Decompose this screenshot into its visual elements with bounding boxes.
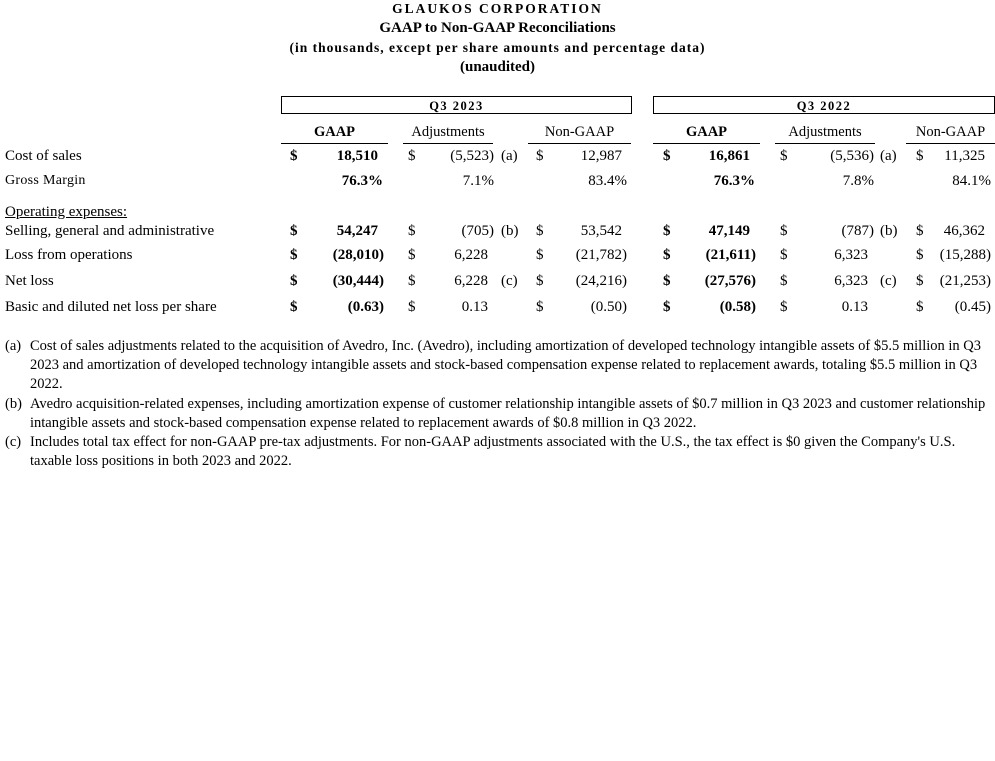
- currency-symbol: $: [290, 273, 298, 289]
- currency-symbol: $: [663, 223, 671, 239]
- currency-symbol: $: [290, 299, 298, 315]
- currency-symbol: $: [536, 247, 544, 263]
- period-q3-2023: Q3 2023: [281, 96, 632, 114]
- cell-adj-2023: 6,228: [454, 247, 488, 263]
- currency-symbol: $: [780, 223, 788, 239]
- cell-gaap-2023: (28,010): [332, 247, 384, 263]
- currency-symbol: $: [536, 273, 544, 289]
- cell-gaap-2023: 76.3%: [341, 173, 383, 189]
- currency-symbol: $: [663, 148, 671, 164]
- row-label-loss-from-operations: Loss from operations: [5, 247, 133, 263]
- currency-symbol: $: [916, 273, 924, 289]
- currency-symbol: $: [536, 223, 544, 239]
- col-nongaap-2023: Non-GAAP: [528, 124, 631, 144]
- cell-adj-2023: 0.13: [461, 299, 488, 315]
- currency-symbol: $: [780, 299, 788, 315]
- currency-symbol: $: [408, 273, 416, 289]
- cell-nongaap-2023: (0.50): [590, 299, 627, 315]
- currency-symbol: $: [408, 223, 416, 239]
- footnote-ref: (a): [501, 148, 518, 164]
- currency-symbol: $: [663, 299, 671, 315]
- col-gaap-2023: GAAP: [281, 124, 388, 144]
- cell-adj-2022: 6,323: [834, 273, 868, 289]
- row-label-gross-margin: Gross Margin: [5, 173, 86, 188]
- cell-nongaap-2023: 12,987: [580, 148, 622, 164]
- report-subtitle: (in thousands, except per share amounts and percentage data): [289, 40, 706, 55]
- currency-symbol: $: [290, 247, 298, 263]
- currency-symbol: $: [663, 247, 671, 263]
- cell-nongaap-2022: 11,325: [944, 148, 985, 164]
- cell-nongaap-2022: (0.45): [954, 299, 991, 315]
- cell-nongaap-2023: (21,782): [575, 247, 627, 263]
- report-title: GAAP to Non-GAAP Reconciliations: [379, 20, 616, 36]
- cell-gaap-2023: 18,510: [336, 148, 378, 164]
- cell-nongaap-2022: (15,288): [939, 247, 991, 263]
- cell-adj-2023: 7.1%: [462, 173, 494, 189]
- col-gaap-2022: GAAP: [653, 124, 760, 144]
- currency-symbol: $: [916, 148, 924, 164]
- footnote-c: [0, 433, 995, 471]
- currency-symbol: $: [408, 299, 416, 315]
- col-adjustments-2023: Adjustments: [403, 124, 493, 144]
- cell-nongaap-2023: 53,542: [580, 223, 622, 239]
- footnote-text: Includes total tax effect for non-GAAP pre-tax adjustments. For non-GAAP adjustments associated with the U.S., the tax effect is $0 given the Company's U.S. taxable loss positions in both 2023 and 2022.: [30, 434, 956, 469]
- col-adjustments-2022: Adjustments: [775, 124, 875, 144]
- cell-gaap-2023: 54,247: [336, 223, 378, 239]
- row-label-net-loss: Net loss: [5, 273, 54, 289]
- currency-symbol: $: [663, 273, 671, 289]
- cell-gaap-2022: (21,611): [705, 247, 756, 263]
- currency-symbol: $: [408, 148, 416, 164]
- footnote-tag: (c): [5, 434, 22, 450]
- currency-symbol: $: [290, 148, 298, 164]
- row-label-net-loss-per-share: Basic and diluted net loss per share: [5, 299, 217, 315]
- cell-nongaap-2023: 83.4%: [588, 173, 627, 189]
- cell-gaap-2022: (0.58): [719, 299, 756, 315]
- footnote-ref: (c): [501, 273, 518, 289]
- cell-gaap-2022: 76.3%: [713, 173, 755, 189]
- footnote-tag: (a): [5, 338, 22, 354]
- cell-adj-2022: 0.13: [841, 299, 868, 315]
- cell-adj-2022: 6,323: [834, 247, 868, 263]
- cell-adj-2022: (787): [841, 223, 874, 239]
- cell-gaap-2022: 47,149: [708, 223, 750, 239]
- currency-symbol: $: [916, 247, 924, 263]
- currency-symbol: $: [536, 299, 544, 315]
- footnote-tag: (b): [5, 396, 22, 412]
- currency-symbol: $: [780, 273, 788, 289]
- currency-symbol: $: [916, 299, 924, 315]
- currency-symbol: $: [780, 148, 788, 164]
- currency-symbol: $: [536, 148, 544, 164]
- period-q3-2022: Q3 2022: [653, 96, 995, 114]
- col-nongaap-2022: Non-GAAP: [906, 124, 995, 144]
- row-label-sga: Selling, general and administrative: [5, 223, 215, 239]
- footnote-text: Avedro acquisition-related expenses, including amortization expense of customer relationship intangible assets of $0.7 million in Q3 2023 and customer relationship intangible assets and stock-based compensation expense related to replacement awards of $0.8 million in Q3 2022.: [30, 396, 986, 431]
- company-name: GLAUKOS CORPORATION: [392, 1, 603, 16]
- footnote-ref: (b): [501, 223, 519, 239]
- cell-adj-2023: 6,228: [454, 273, 488, 289]
- cell-nongaap-2022: (21,253): [939, 273, 991, 289]
- footnote-b: [0, 395, 995, 433]
- cell-gaap-2022: 16,861: [708, 148, 750, 164]
- currency-symbol: $: [290, 223, 298, 239]
- footnote-a: [0, 337, 995, 394]
- footnote-ref: (a): [880, 148, 897, 164]
- unaudited-note: (unaudited): [459, 59, 536, 75]
- cell-nongaap-2022: 46,362: [943, 223, 985, 239]
- cell-adj-2022: 7.8%: [842, 173, 874, 189]
- cell-adj-2023: (5,523): [450, 148, 494, 164]
- currency-symbol: $: [916, 223, 924, 239]
- cell-gaap-2023: (0.63): [347, 299, 384, 315]
- footnote-text: Cost of sales adjustments related to the acquisition of Avedro, Inc. (Avedro), including amortization of developed technology intangible assets of $5.5 million in Q3 2023 and amortization of developed technology intangible assets and stock-based compensation expense related to replacement awards, totaling $5.5 million in Q3 2022.: [30, 338, 982, 392]
- cell-adj-2022: (5,536): [830, 148, 874, 164]
- cell-nongaap-2022: 84.1%: [952, 173, 991, 189]
- section-operating-expenses: Operating expenses:: [5, 204, 128, 220]
- cell-gaap-2023: (30,444): [332, 273, 384, 289]
- currency-symbol: $: [408, 247, 416, 263]
- row-label-cost-of-sales: Cost of sales: [5, 148, 82, 164]
- cell-nongaap-2023: (24,216): [575, 273, 627, 289]
- cell-adj-2023: (705): [461, 223, 494, 239]
- cell-gaap-2022: (27,576): [704, 273, 756, 289]
- footnote-ref: (c): [880, 273, 897, 289]
- currency-symbol: $: [780, 247, 788, 263]
- footnote-ref: (b): [880, 223, 898, 239]
